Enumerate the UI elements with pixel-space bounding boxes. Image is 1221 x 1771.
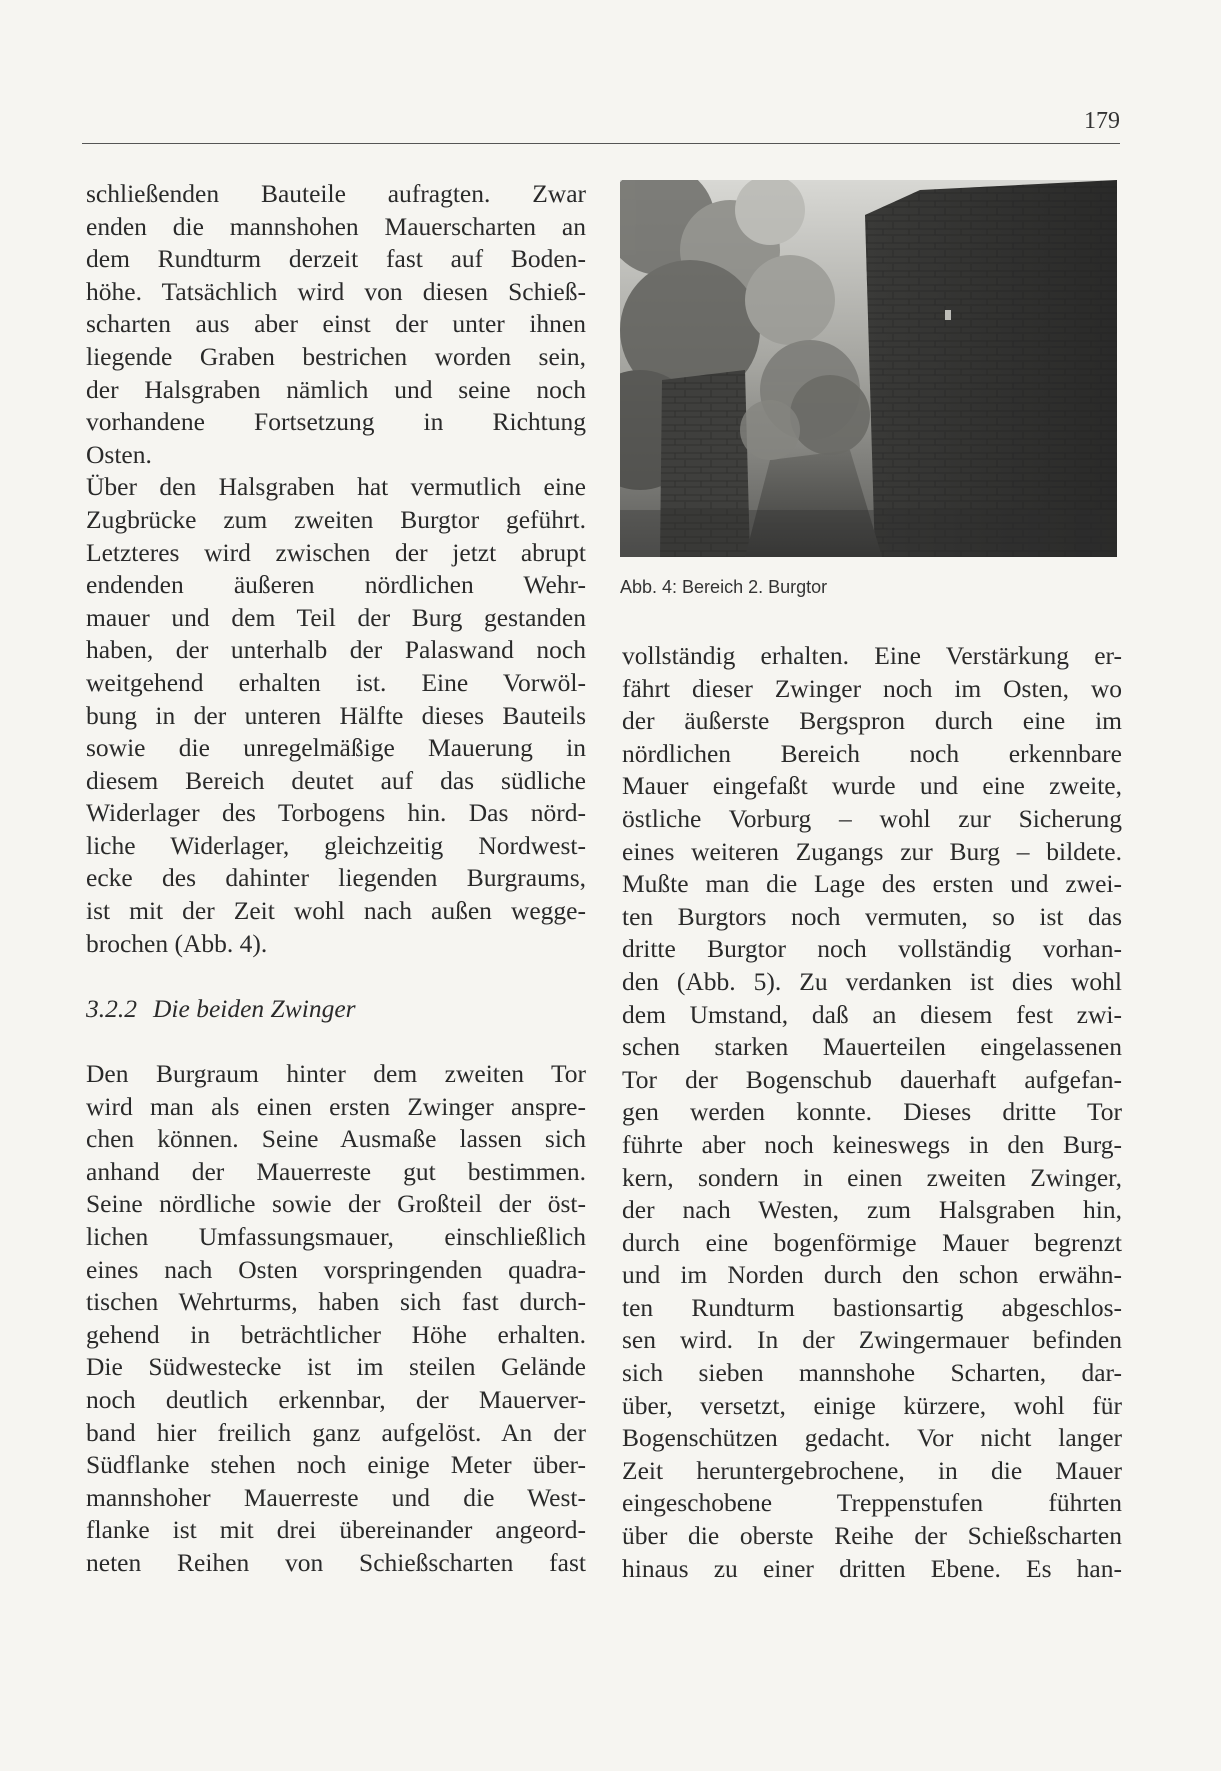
text-line: scharten aus aber einst der unter ihnen bbox=[86, 309, 586, 339]
text-line: liche Widerlager, gleichzeitig Nordwest- bbox=[86, 830, 586, 860]
figure-photo bbox=[620, 180, 1117, 557]
text-line: anhand der Mauerreste gut bestimmen. bbox=[86, 1156, 586, 1186]
paragraph-3 bbox=[86, 1058, 586, 1580]
text-line: dem Rundturm derzeit fast auf Boden- bbox=[86, 244, 586, 274]
text-line: eines weiteren Zugangs zur Burg – bildete. bbox=[622, 836, 1122, 866]
text-line: Bogenschützen gedacht. Vor nicht langer bbox=[622, 1423, 1122, 1453]
left-column bbox=[86, 178, 586, 1580]
paragraph-gap bbox=[86, 1025, 586, 1058]
text-line: dem Umstand, daß an diesem fest zwi- bbox=[622, 999, 1122, 1029]
right-column bbox=[622, 640, 1122, 1585]
text-line: kern, sondern in einen zweiten Zwinger, bbox=[622, 1162, 1122, 1192]
text-line: östliche Vorburg – wohl zur Sicherung bbox=[622, 803, 1122, 833]
text-line: sowie die unregelmäßige Mauerung in bbox=[86, 733, 586, 763]
text-line: tischen Wehrturms, haben sich fast durch- bbox=[86, 1287, 586, 1317]
text-line: Zeit heruntergebrochene, in die Mauer bbox=[622, 1455, 1122, 1485]
text-line: brochen (Abb. 4). bbox=[86, 928, 268, 958]
section-number: 3.2.2 bbox=[86, 993, 137, 1023]
text-line: Seine nördliche sowie der Großteil der öst- bbox=[86, 1189, 586, 1219]
text-line: Zugbrücke zum zweiten Burgtor geführt. bbox=[86, 504, 586, 534]
text-line: haben, der unterhalb der Palaswand noch bbox=[86, 635, 586, 665]
text-line: der nach Westen, zum Halsgraben hin, bbox=[622, 1195, 1122, 1225]
text-line: ecke des dahinter liegenden Burgraums, bbox=[86, 863, 586, 893]
text-line: und im Norden durch den schon erwähn- bbox=[622, 1260, 1122, 1290]
text-line: Letzteres wird zwischen der jetzt abrupt bbox=[86, 537, 586, 567]
text-line: ist mit der Zeit wohl nach außen wegge- bbox=[86, 896, 586, 926]
castle-photo-illustration bbox=[620, 180, 1117, 557]
text-line: liegende Graben bestrichen worden sein, bbox=[86, 341, 586, 371]
text-line: Osten. bbox=[86, 439, 152, 469]
text-line: endenden äußeren nördlichen Wehr- bbox=[86, 570, 586, 600]
text-line: Tor der Bogenschub dauerhaft aufgefan- bbox=[622, 1064, 1122, 1094]
text-line: fährt dieser Zwinger noch im Osten, wo bbox=[622, 673, 1122, 703]
paragraph-gap bbox=[86, 960, 586, 993]
text-line: chen können. Seine Ausmaße lassen sich bbox=[86, 1124, 586, 1154]
text-line: noch deutlich erkennbar, der Mauerver- bbox=[86, 1384, 586, 1414]
paragraph-1 bbox=[86, 178, 586, 471]
text-line: Mauer eingefaßt wurde und eine zweite, bbox=[622, 771, 1122, 801]
text-line: ten Burgtors noch vermuten, so ist das bbox=[622, 901, 1122, 931]
text-line: vorhandene Fortsetzung in Richtung bbox=[86, 407, 586, 437]
text-line: neten Reihen von Schießscharten fast bbox=[86, 1547, 586, 1577]
text-line: mannshoher Mauerreste und die West- bbox=[86, 1482, 586, 1512]
text-line: band hier freilich ganz aufgelöst. An der bbox=[86, 1417, 586, 1447]
text-line: Widerlager des Torbogens hin. Das nörd- bbox=[86, 798, 586, 828]
text-line: eines nach Osten vorspringenden quadra- bbox=[86, 1254, 586, 1284]
text-line: der Halsgraben nämlich und seine noch bbox=[86, 374, 586, 404]
text-line: flanke ist mit drei übereinander angeord- bbox=[86, 1515, 586, 1545]
text-line: bung in der unteren Hälfte dieses Bauteils bbox=[86, 700, 586, 730]
text-line: eingeschobene Treppenstufen führten bbox=[622, 1488, 1122, 1518]
text-line: den (Abb. 5). Zu verdanken ist dies wohl bbox=[622, 966, 1122, 996]
text-line: führte aber noch keineswegs in den Burg- bbox=[622, 1129, 1122, 1159]
text-line: mauer und dem Teil der Burg gestanden bbox=[86, 602, 586, 632]
text-line: durch eine bogenförmige Mauer begrenzt bbox=[622, 1227, 1122, 1257]
paragraph-2 bbox=[86, 471, 586, 960]
text-line: Den Burgraum hinter dem zweiten Tor bbox=[86, 1059, 586, 1089]
text-line: diesem Bereich deutet auf das südliche bbox=[86, 765, 586, 795]
page-number: 179 bbox=[1084, 108, 1120, 134]
text-line: schließenden Bauteile aufragten. Zwar bbox=[86, 179, 586, 208]
text-line: Die Südwestecke ist im steilen Gelände bbox=[86, 1352, 586, 1382]
text-line: dritte Burgtor noch vollständig vorhan- bbox=[622, 934, 1122, 964]
text-line: ten Rundturm bastionsartig abgeschlos- bbox=[622, 1292, 1122, 1322]
text-line: der äußerste Bergspron durch eine im bbox=[622, 706, 1122, 736]
text-line: über die oberste Reihe der Schießscharten bbox=[622, 1521, 1122, 1551]
text-line: nördlichen Bereich noch erkennbare bbox=[622, 738, 1122, 768]
text-line: sen wird. In der Zwingermauer befinden bbox=[622, 1325, 1122, 1355]
text-line: hinaus zu einer dritten Ebene. Es han- bbox=[622, 1553, 1122, 1583]
text-line: gehend in beträchtlicher Höhe erhalten. bbox=[86, 1319, 586, 1349]
text-line: Mußte man die Lage des ersten und zwei- bbox=[622, 869, 1122, 899]
text-line: wird man als einen ersten Zwinger anspre- bbox=[86, 1091, 586, 1121]
text-line: schen starken Mauerteilen eingelassenen bbox=[622, 1032, 1122, 1062]
text-line: über, versetzt, einige kürzere, wohl für bbox=[622, 1390, 1122, 1420]
text-line: sich sieben mannshohe Scharten, dar- bbox=[622, 1358, 1122, 1388]
section-title: Die beiden Zwinger bbox=[153, 993, 356, 1023]
text-line: Südflanke stehen noch einige Meter über- bbox=[86, 1450, 586, 1480]
text-line: höhe. Tatsächlich wird von diesen Schieß- bbox=[86, 276, 586, 306]
text-line: Über den Halsgraben hat vermutlich eine bbox=[86, 472, 586, 502]
text-line: enden die mannshohen Mauerscharten an bbox=[86, 211, 586, 241]
text-line: gen werden konnte. Dieses dritte Tor bbox=[622, 1097, 1122, 1127]
text-line: vollständig erhalten. Eine Verstärkung er- bbox=[622, 641, 1122, 670]
figure-caption: Abb. 4: Bereich 2. Burgtor bbox=[620, 577, 828, 597]
text-line: lichen Umfassungsmauer, einschließlich bbox=[86, 1222, 586, 1251]
header-rule bbox=[82, 143, 1120, 144]
text-line: weitgehend erhalten ist. Eine Vorwöl- bbox=[86, 667, 586, 697]
section-heading bbox=[86, 993, 586, 1026]
